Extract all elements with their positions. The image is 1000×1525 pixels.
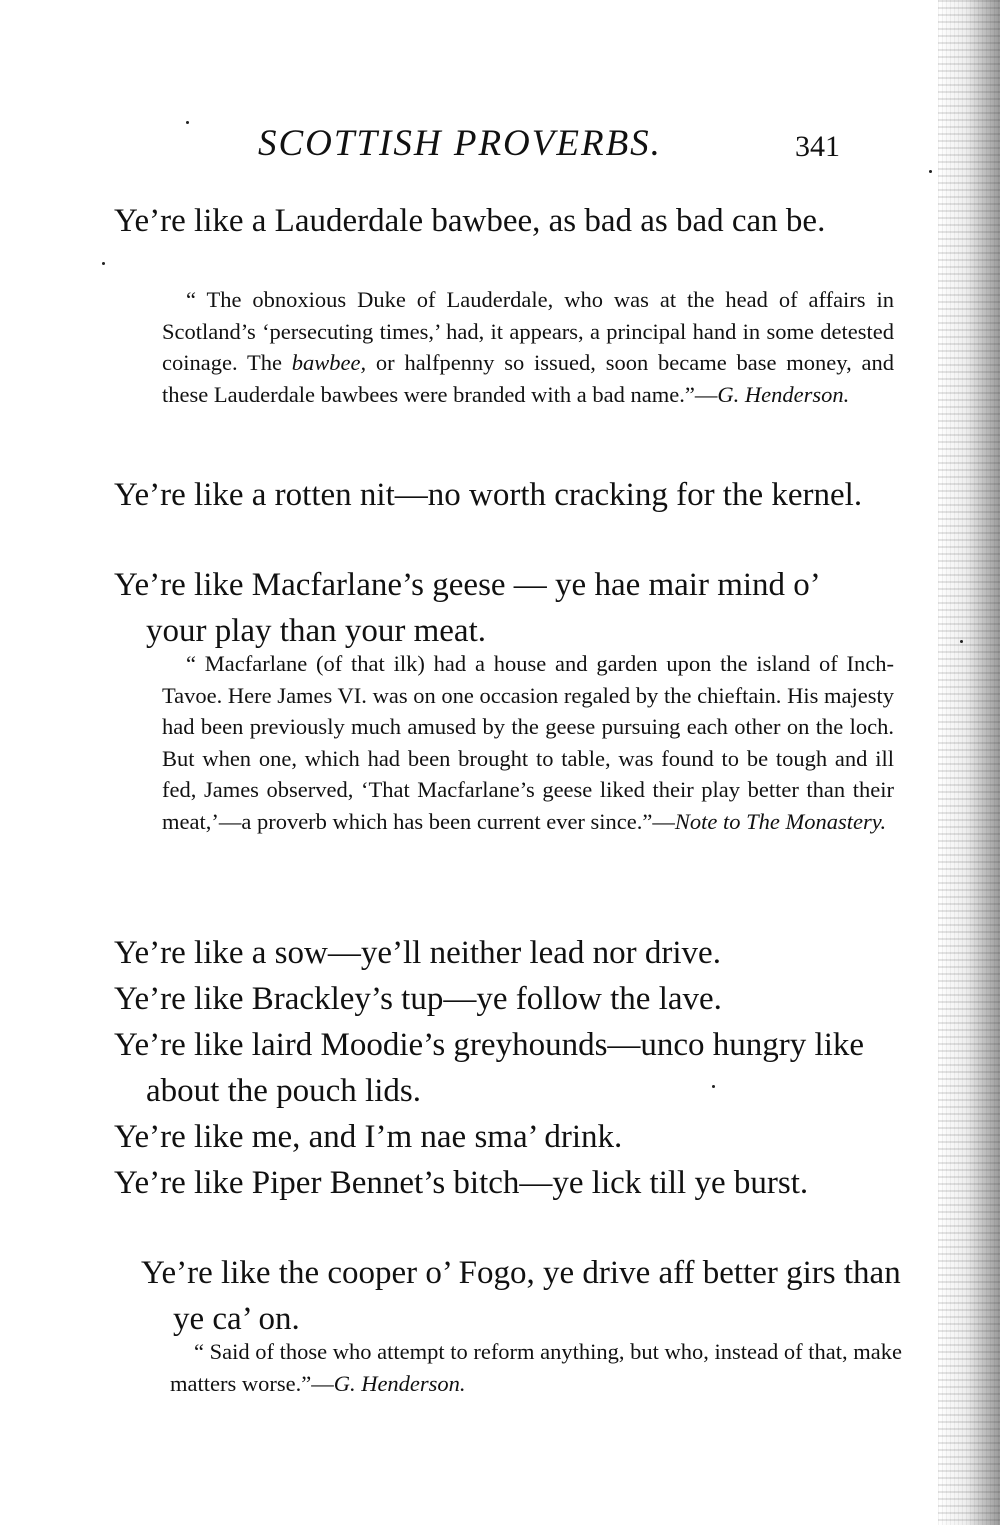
running-title: SCOTTISH PROVERBS. — [258, 123, 662, 164]
page-number: 341 — [795, 130, 840, 163]
speck — [960, 640, 963, 643]
proverb-1: Ye’re like a Lauderdale bawbee, as bad as bad can be. — [114, 203, 826, 239]
note-text-segment: G. Henderson. — [333, 1370, 466, 1396]
speck — [186, 121, 189, 124]
note-12 — [114, 1336, 902, 1399]
note-text-segment: “ The obnoxious Duke of Lauderdale, who was at the head of affairs in Scotland’s ‘persecuting times,’ had, it appears, a principal hand in some detested coinage. The — [162, 287, 894, 375]
proverb-4: Ye’re like Macfarlane’s geese — ye hae mair mind o’ your play than your meat. — [114, 567, 819, 649]
proverb-9: Ye’re like me, and I’m nae sma’ drink. — [114, 1119, 623, 1155]
proverb-8: Ye’re like laird Moodie’s greyhounds—unco hungry like about the pouch lids. — [114, 1027, 865, 1109]
proverb-6: Ye’re like a sow—ye’ll neither lead nor drive. — [114, 935, 721, 971]
running-header — [258, 122, 844, 172]
note-2 — [114, 284, 894, 410]
note-text-segment: or halfpenny so issued, soon became base money, and these Lauderdale bawbees were branded with a bad name.”— — [162, 350, 894, 407]
proverb-3: Ye’re like a rotten nit—no worth cracking for the kernel. — [114, 477, 863, 513]
page-edge-shadow — [938, 0, 1000, 1525]
speck — [929, 170, 932, 173]
proverb-10: Ye’re like Piper Bennet’s bitch—ye lick till ye burst. — [114, 1165, 809, 1201]
note-text-segment: Note to The Monastery. — [674, 808, 887, 834]
proverb-11: Ye’re like the cooper o’ Fogo, ye drive aff better girs than ye ca’ on. — [141, 1255, 901, 1337]
note-text-segment: “ Macfarlane (of that ilk) had a house and garden upon the island of Inch-Tavoe. Here James VI. was on one occasion regaled by the chieftain. His majesty had been previously much amused by the geese pursuing each other on the loch. But when one, which had been brought to table, was found to be tough and ill fed, James observed, ‘That Macfarlane’s geese liked their play better than their meat,’—a proverb which has been current ever since.”— — [162, 651, 894, 834]
note-5 — [114, 648, 894, 837]
note-text-segment: bawbee, — [291, 350, 367, 375]
proverb-7: Ye’re like Brackley’s tup—ye follow the lave. — [114, 981, 722, 1017]
speck — [102, 262, 105, 265]
note-text-segment: “ Said of those who attempt to reform anything, but who, instead of that, make matters worse.”— — [170, 1339, 902, 1396]
note-text-segment: G. Henderson. — [717, 381, 850, 407]
